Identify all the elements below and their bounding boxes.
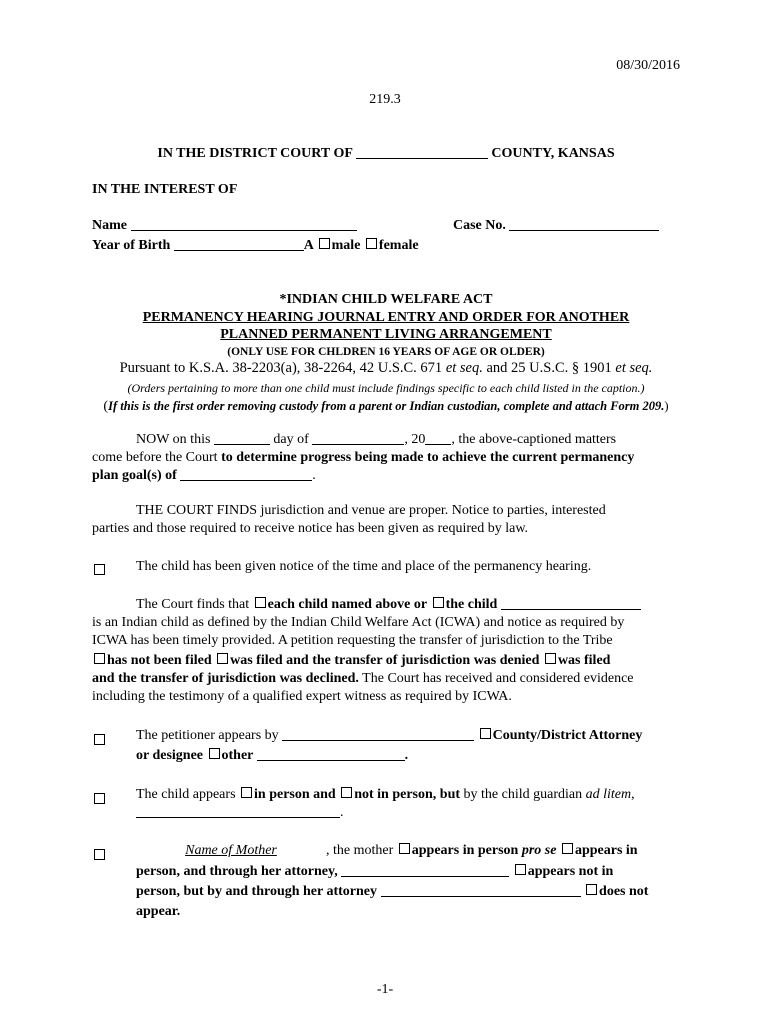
plan-goal-line: plan goal(s) of .: [92, 468, 316, 483]
title-age-note: (ONLY USE FOR CHLDREN 16 YEARS OF AGE OR OLDER): [227, 346, 545, 358]
jurisdiction-finding-1: THE COURT FINDS jurisdiction and venue are proper. Notice to parties, interested: [136, 503, 606, 518]
icwa-finding-line-3: ICWA has been timely provided. A petition requesting the transfer of jurisdiction to the Tribe: [92, 633, 613, 648]
icwa-finding-line-5: and the transfer of jurisdiction was declined. The Court has received and considered evidence: [92, 671, 634, 686]
child-not-in-person-checkbox[interactable]: [341, 787, 352, 798]
year-of-birth-field[interactable]: [174, 250, 304, 251]
hearing-date-line: NOW on this day of , 20 , the above-captioned matters: [136, 432, 617, 447]
icwa-finding-line-1: The Court finds that each child named above or the child: [136, 597, 680, 613]
page-number: -1-: [376, 982, 394, 997]
title-line-3: PLANNED PERMANENT LIVING ARRANGEMENT: [220, 327, 552, 342]
jurisdiction-finding-2: parties and those required to receive notice has been given as required by law.: [92, 521, 529, 536]
mother-not-in-person-checkbox[interactable]: [515, 864, 526, 875]
guardian-ad-litem-field[interactable]: [136, 817, 340, 818]
plan-goal-field[interactable]: [180, 480, 312, 481]
mother-attorney-field-1[interactable]: [341, 876, 509, 877]
form-number: 219.3: [369, 92, 401, 107]
mother-line-3: person, but by and through her attorney does not: [136, 884, 649, 899]
mother-pro-se-checkbox[interactable]: [399, 843, 410, 854]
month-field[interactable]: [312, 444, 404, 445]
caption-note: (Orders pertaining to more than one child must include findings specific to each child listed in the caption.): [127, 381, 645, 395]
other-checkbox[interactable]: [209, 748, 220, 759]
mother-attorney-field-2[interactable]: [381, 896, 581, 897]
child-appears-checkbox[interactable]: [94, 793, 105, 804]
petitioner-field[interactable]: [282, 740, 474, 741]
child-in-person-checkbox[interactable]: [241, 787, 252, 798]
title-line-2: PERMANENCY HEARING JOURNAL ENTRY AND ORDER FOR ANOTHER: [142, 310, 630, 325]
mother-checkbox[interactable]: [94, 849, 105, 860]
petitioner-line-2: or designee other .: [136, 748, 409, 763]
statute-citation: Pursuant to K.S.A. 38-2203(a), 38-2264, 42 U.S.C. 671 et seq. and 25 U.S.C. § 1901 et seq.: [119, 360, 653, 376]
male-checkbox[interactable]: [319, 238, 330, 249]
the-child-checkbox[interactable]: [433, 597, 444, 608]
child-name-field[interactable]: [501, 609, 641, 610]
mother-line-2: person, and through her attorney, appears not in: [136, 864, 614, 879]
child-appears-line-1: The child appears in person and not in person, but by the child guardian ad litem,: [136, 787, 635, 802]
mother-line-1: Name of Mother , the mother appears in person pro se appears in: [136, 843, 680, 859]
day-field[interactable]: [214, 444, 270, 445]
female-checkbox[interactable]: [366, 238, 377, 249]
notice-checkbox[interactable]: [94, 564, 105, 575]
transfer-denied-checkbox[interactable]: [217, 653, 228, 664]
county-attorney-checkbox[interactable]: [480, 728, 491, 739]
form-date: 08/30/2016: [616, 58, 680, 73]
name-field[interactable]: [131, 230, 357, 231]
icwa-finding-line-2: is an Indian child as defined by the Indian Child Welfare Act (ICWA) and notice as required by: [92, 615, 625, 630]
mother-line-4: appear.: [136, 904, 181, 919]
icwa-finding-line-6: including the testimony of a qualified expert witness as required by ICWA.: [92, 689, 512, 704]
county-field[interactable]: [356, 158, 488, 159]
each-child-checkbox[interactable]: [255, 597, 266, 608]
mother-with-attorney-checkbox[interactable]: [562, 843, 573, 854]
petitioner-line-1: The petitioner appears by County/District Attorney: [136, 728, 643, 743]
year-of-birth-row: Year of Birth A male female: [92, 238, 419, 253]
hearing-purpose-line: come before the Court to determine progress being made to achieve the current permanency: [92, 450, 635, 465]
first-order-note: (If this is the first order removing custody from a parent or Indian custodian, complete and attach Form 209.): [103, 399, 669, 414]
year-field[interactable]: [425, 444, 451, 445]
child-appears-line-2: .: [136, 805, 344, 821]
mother-does-not-appear-checkbox[interactable]: [586, 884, 597, 895]
icwa-finding-line-4: has not been filed was filed and the transfer of jurisdiction was denied was filed: [92, 653, 680, 669]
transfer-not-filed-checkbox[interactable]: [94, 653, 105, 664]
name-row: Name: [92, 218, 357, 234]
petitioner-checkbox[interactable]: [94, 734, 105, 745]
mother-name-field[interactable]: Name of Mother: [185, 843, 277, 858]
interest-of-heading: IN THE INTEREST OF: [92, 182, 238, 197]
title-line-1: *INDIAN CHILD WELFARE ACT: [279, 292, 493, 307]
notice-item-text: The child has been given notice of the time and place of the permanency hearing.: [136, 559, 592, 574]
case-row: Case No.: [453, 218, 659, 234]
court-heading: IN THE DISTRICT COURT OF COUNTY, KANSAS: [157, 146, 615, 161]
other-field[interactable]: [257, 760, 405, 761]
case-number-field[interactable]: [509, 230, 659, 231]
transfer-declined-checkbox[interactable]: [545, 653, 556, 664]
